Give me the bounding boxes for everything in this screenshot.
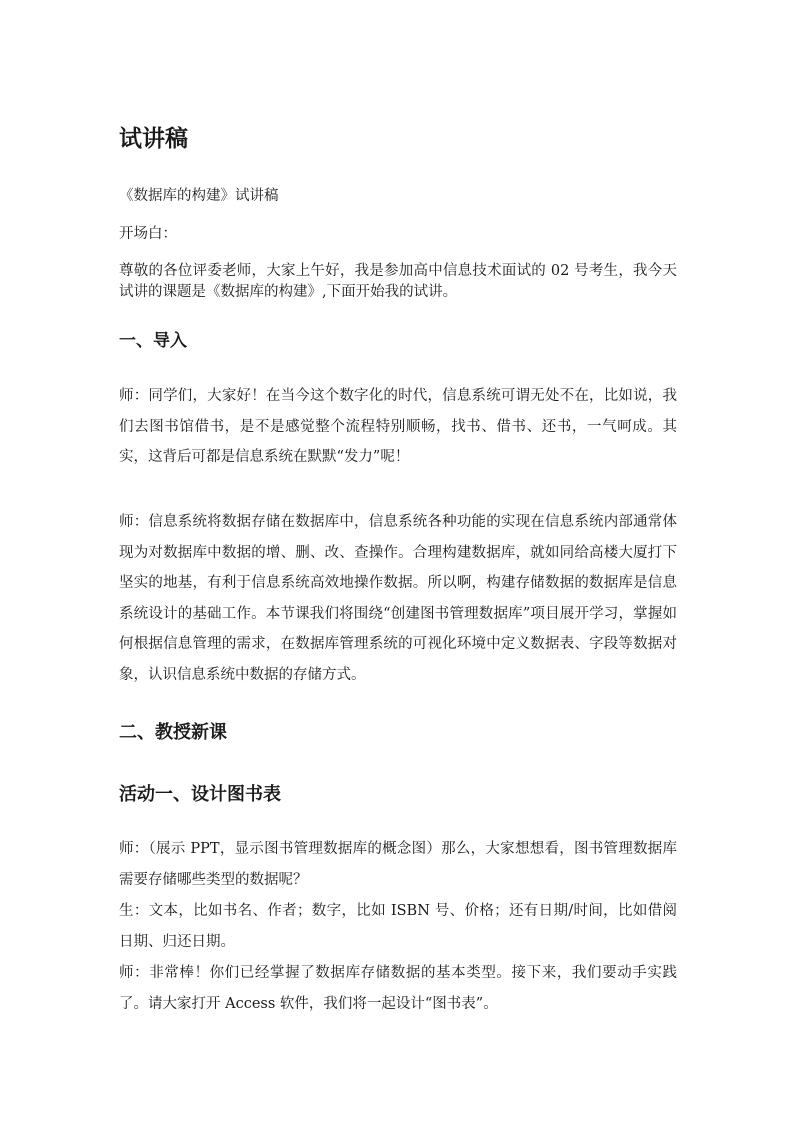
intro-paragraph-1: 师：同学们，大家好！在当今这个数字化的时代，信息系统可谓无处不在，比如说，我们去图书馆借书，是不是感觉整个流程特别顺畅，找书、借书、还书，一气呵成。其实，这背后可都是信息系统在默默“发力”呢！: [119, 388, 677, 465]
opening-label: 开场白：: [119, 226, 177, 242]
opening-paragraph: 尊敬的各位评委老师，大家上午好，我是参加高中信息技术面试的 02 号考生，我今天试讲的课题是《数据库的构建》,下面开始我的试讲。: [119, 263, 677, 300]
intro-paragraph-2: 师：信息系统将数据存储在数据库中，信息系统各种功能的实现在信息系统内部通常体现为对数据库中数据的增、删、改、查操作。合理构建数据库，就如同给高楼大厦打下坚实的地基，有利于信息系统高效地操作数据。所以啊，构建存储数据的数据库是信息系统设计的基础工作。本节课我们将围绕“创建图书管理数据库”项目展开学习，掌握如何根据信息管理的需求，在数据库管理系统的可视化环境中定义数据表、字段等数据对象，认识信息系统中数据的存储方式。: [119, 514, 677, 683]
activity-paragraph-teacher-2: 师：非常棒！你们已经掌握了数据库存储数据的基本类型。接下来，我们要动手实践了。请大家打开 Access 软件，我们将一起设计“图书表”。: [119, 965, 677, 1012]
document-subtitle: 《数据库的构建》试讲稿: [119, 188, 279, 204]
activity-paragraph-teacher-1: 师：（展示 PPT，显示图书管理数据库的概念图）那么，大家想想看，图书管理数据库需要存储哪些类型的数据呢？: [119, 841, 677, 888]
section-heading-new-lesson: 二、教授新课: [119, 722, 227, 743]
section-heading-intro: 一、导入: [119, 331, 187, 351]
document-title: 试讲稿: [119, 126, 188, 152]
activity-heading: 活动一、设计图书表: [119, 784, 281, 805]
activity-paragraph-student: 生：文本，比如书名、作者；数字，比如 ISBN 号、价格；还有日期/时间，比如借阅日期、归还日期。: [119, 903, 677, 950]
